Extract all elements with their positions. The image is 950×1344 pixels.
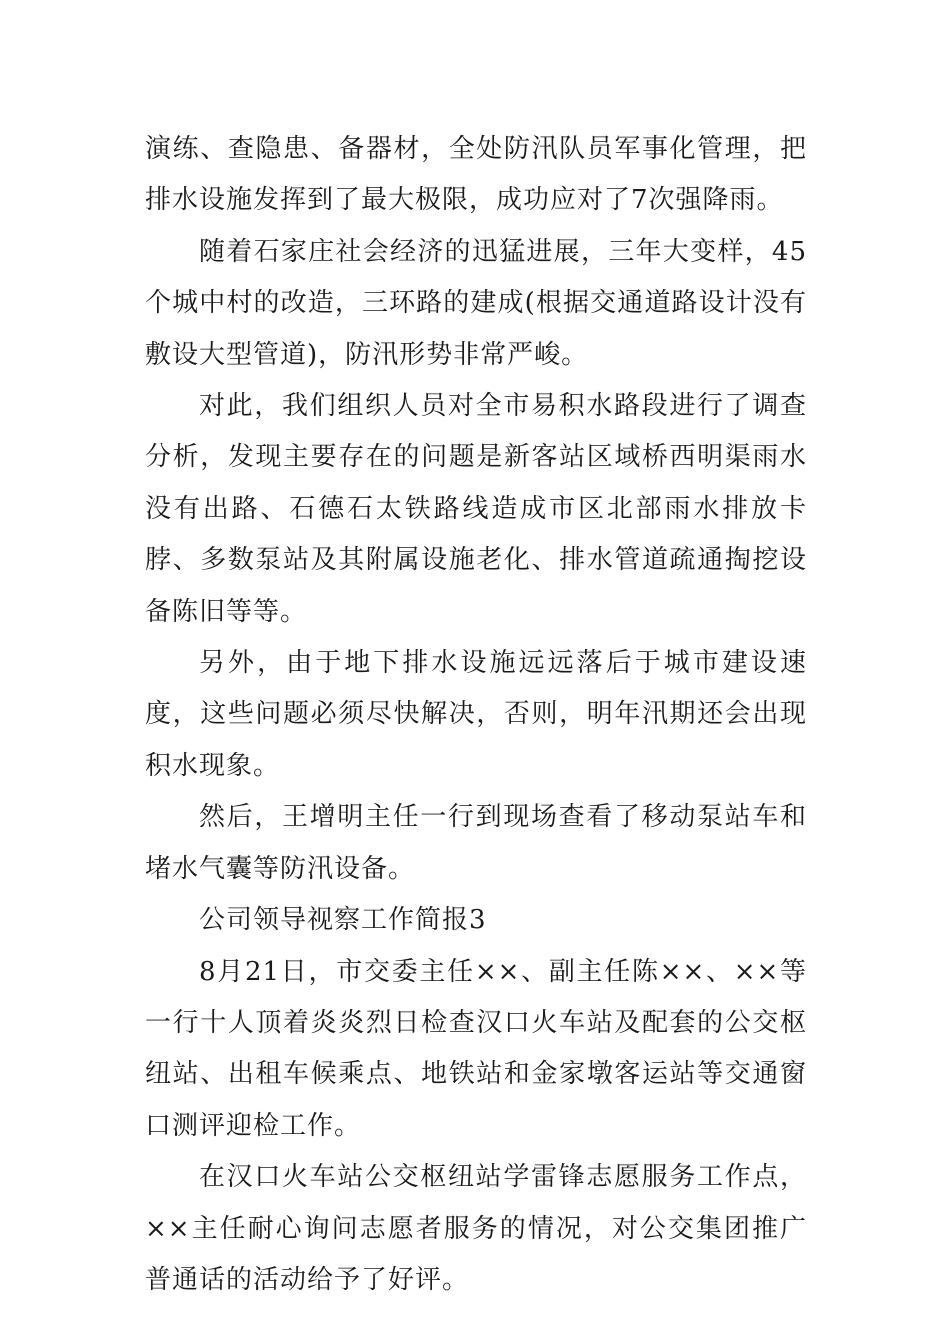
paragraph: 对此，我们组织人员对全市易积水路段进行了调查分析，发现主要存在的问题是新客站区域桥西明渠雨水没有出路、石德石太铁路线造成市区北部雨水排放卡脖、多数泵站及其附属设施老化、排水管道疏通掏挖设备陈旧等等。 (145, 391, 807, 627)
paragraph-continuation: 演练、查隐患、备器材，全处防汛队员军事化管理，把排水设施发挥到了最大极限，成功应对了7次强降雨。 (145, 134, 807, 216)
section-heading: 公司领导视察工作简报3 (199, 905, 487, 936)
paragraph: 随着石家庄社会经济的迅猛进展，三年大变样，45个城中村的改造，三环路的建成(根据交通道路设计没有敷设大型管道)，防汛形势非常严峻。 (145, 236, 807, 370)
paragraph: 另外，由于地下排水设施远远落后于城市建设速度，这些问题必须尽快解决，否则，明年汛期还会出现积水现象。 (145, 648, 807, 781)
paragraph: 在汉口火车站公交枢纽站学雷锋志愿服务工作点，××主任耐心询问志愿者服务的情况，对公交集团推广普通话的活动给予了好评。 (145, 1162, 807, 1295)
document-page (145, 124, 807, 1306)
paragraph: 8月21日，市交委主任××、副主任陈××、××等一行十人顶着炎炎烈日检查汉口火车站及配套的公交枢纽站、出租车候乘点、地铁站和金家墩客运站等交通窗口测评迎检工作。 (145, 956, 807, 1141)
paragraph: 然后，王增明主任一行到现场查看了移动泵站车和堵水气囊等防汛设备。 (145, 802, 807, 884)
